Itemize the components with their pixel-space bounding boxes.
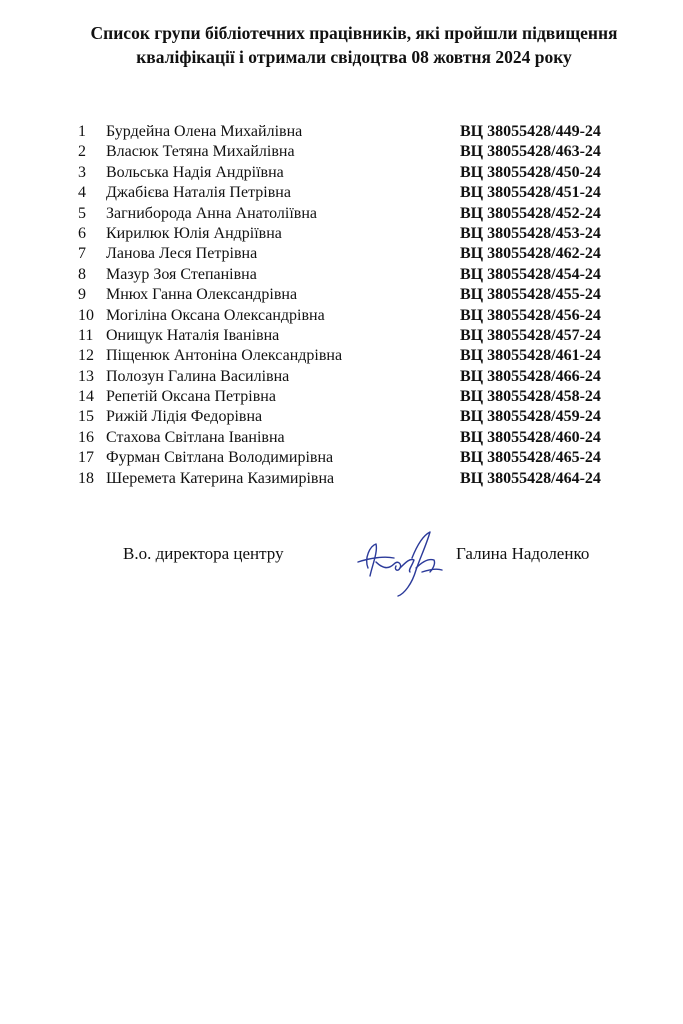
person-name: Піщенюк Антоніна Олександрівна <box>106 347 343 365</box>
roster-list <box>0 122 683 489</box>
roster-row <box>0 224 683 244</box>
person-name: Могіліна Оксана Олександрівна <box>106 306 325 324</box>
person-name: Загниборода Анна Анатоліївна <box>106 204 317 222</box>
title-line-1: Список групи бібліотечних працівників, які пройшли підвищення <box>90 23 618 43</box>
person-name: Мнюх Ганна Олександрівна <box>106 286 298 304</box>
person-name: Джабієва Наталія Петрівна <box>106 184 291 202</box>
person-name: Шеремета Катерина Казимирівна <box>106 469 335 487</box>
certificate-number: ВЦ 38055428/461-24 <box>460 347 601 365</box>
signature-strokes <box>358 532 442 596</box>
handwritten-signature <box>350 528 450 600</box>
person-name: Репетій Оксана Петрівна <box>106 388 276 406</box>
row-number: 10 <box>78 306 94 324</box>
person-name: Бурдейна Олена Михайлівна <box>106 123 303 140</box>
row-number: 16 <box>78 428 94 446</box>
certificate-number: ВЦ 38055428/454-24 <box>460 265 601 283</box>
certificate-number: ВЦ 38055428/460-24 <box>460 428 601 446</box>
roster-row <box>0 367 683 387</box>
roster-row <box>0 265 683 285</box>
certificate-number: ВЦ 38055428/449-24 <box>460 123 601 140</box>
row-number: 18 <box>78 469 94 487</box>
row-number: 5 <box>78 204 86 222</box>
row-number: 8 <box>78 265 86 283</box>
person-name: Фурман Світлана Володимирівна <box>106 449 334 467</box>
certificate-number: ВЦ 38055428/464-24 <box>460 469 601 487</box>
roster-row <box>0 142 683 162</box>
roster-row <box>0 204 683 224</box>
roster-row <box>0 306 683 326</box>
roster-row <box>0 428 683 448</box>
certificate-number: ВЦ 38055428/450-24 <box>460 163 601 181</box>
row-number: 15 <box>78 408 94 426</box>
document-title <box>40 21 668 69</box>
row-number: 7 <box>78 245 86 263</box>
person-name: Вольська Надія Андріївна <box>106 163 284 181</box>
row-number: 4 <box>78 184 86 202</box>
roster-row <box>0 244 683 264</box>
row-number: 11 <box>78 326 94 344</box>
certificate-number: ВЦ 38055428/451-24 <box>460 184 601 202</box>
certificate-number: ВЦ 38055428/456-24 <box>460 306 601 324</box>
person-name: Полозун Галина Василівна <box>106 367 290 385</box>
signature-block <box>0 528 683 608</box>
roster-row <box>0 122 683 142</box>
title-line-2: кваліфікації і отримали свідоцтва 08 жовтня 2024 року <box>136 47 572 67</box>
certificate-number: ВЦ 38055428/453-24 <box>460 224 601 242</box>
row-number: 9 <box>78 286 86 304</box>
certificate-number: ВЦ 38055428/463-24 <box>460 143 601 161</box>
row-number: 6 <box>78 224 86 242</box>
person-name: Рижій Лідія Федорівна <box>106 408 263 426</box>
person-name: Кирилюк Юлія Андріївна <box>106 224 282 242</box>
row-number: 14 <box>78 388 94 406</box>
certificate-number: ВЦ 38055428/466-24 <box>460 367 601 385</box>
person-name: Мазур Зоя Степанівна <box>106 265 257 283</box>
row-number: 3 <box>78 163 86 181</box>
person-name: Онищук Наталія Іванівна <box>106 326 280 344</box>
person-name: Власюк Тетяна Михайлівна <box>106 143 295 161</box>
row-number: 17 <box>78 449 94 467</box>
roster-row <box>0 407 683 427</box>
roster-row <box>0 469 683 489</box>
certificate-number: ВЦ 38055428/452-24 <box>460 204 601 222</box>
row-number: 2 <box>78 143 86 161</box>
roster-row <box>0 285 683 305</box>
certificate-number: ВЦ 38055428/459-24 <box>460 408 601 426</box>
roster-row <box>0 448 683 468</box>
roster-row <box>0 163 683 183</box>
signatory-name: Галина Надоленко <box>456 544 590 563</box>
row-number: 1 <box>78 123 86 140</box>
row-number: 12 <box>78 347 94 365</box>
roster-row <box>0 326 683 346</box>
certificate-number: ВЦ 38055428/455-24 <box>460 286 601 304</box>
signatory-role: В.о. директора центру <box>123 544 284 563</box>
roster-row <box>0 346 683 366</box>
certificate-number: ВЦ 38055428/458-24 <box>460 388 601 406</box>
row-number: 13 <box>78 367 94 385</box>
certificate-number: ВЦ 38055428/457-24 <box>460 326 601 344</box>
roster-row <box>0 387 683 407</box>
certificate-number: ВЦ 38055428/462-24 <box>460 245 601 263</box>
roster-row <box>0 183 683 203</box>
person-name: Ланова Леся Петрівна <box>106 245 258 263</box>
certificate-number: ВЦ 38055428/465-24 <box>460 449 601 467</box>
person-name: Стахова Світлана Іванівна <box>106 428 285 446</box>
